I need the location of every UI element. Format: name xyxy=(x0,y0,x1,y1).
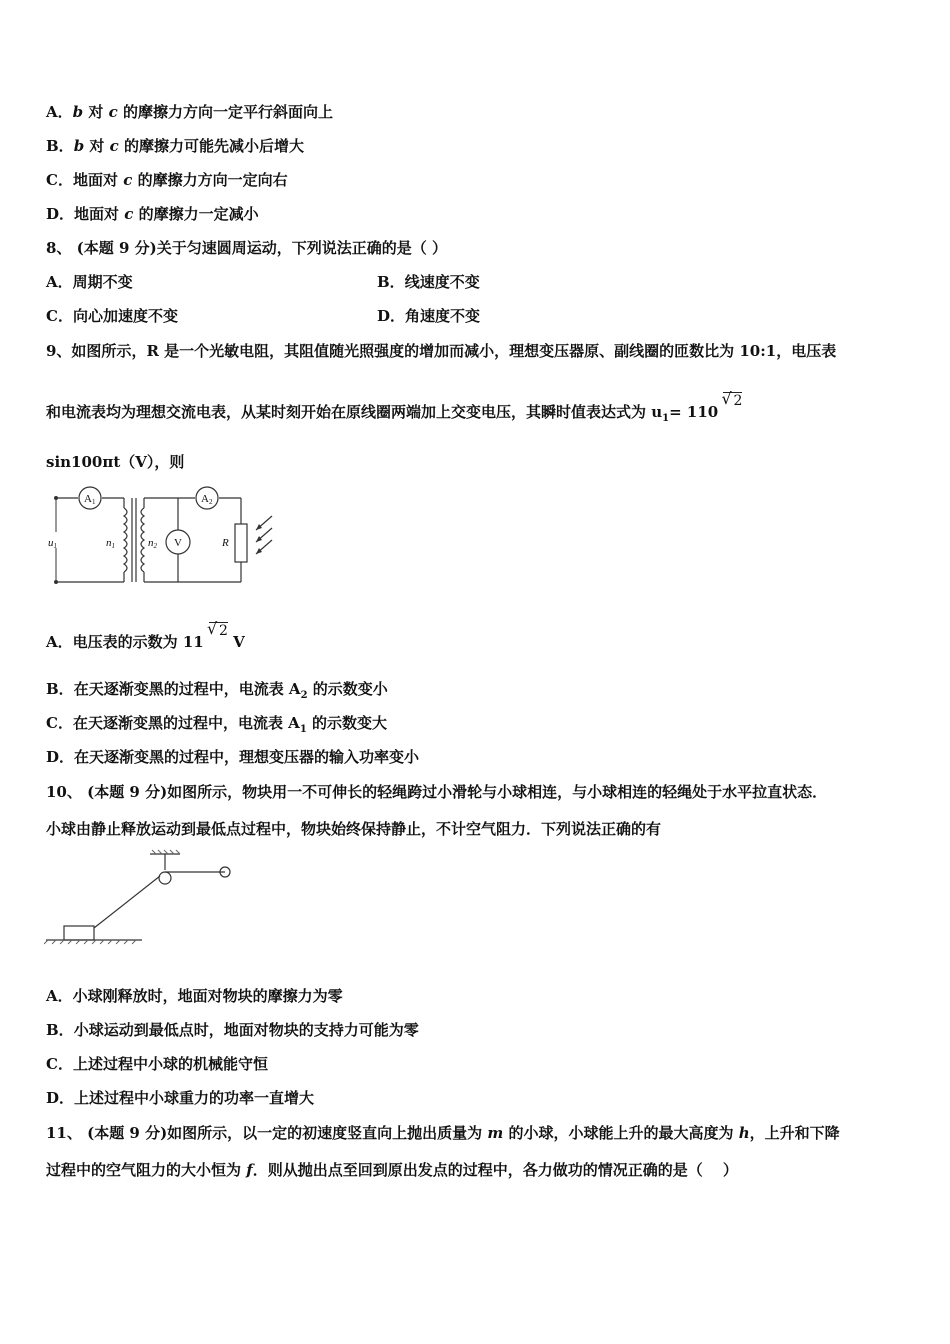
sqrt-symbol: √ 2 xyxy=(723,392,742,409)
q9-circuit-diagram xyxy=(44,486,284,590)
q8-stem: 8、 (本题 9 分)关于匀速圆周运动，下列说法正确的是（ ） xyxy=(46,239,447,257)
q11-stem-line1: 11、 (本题 9 分)如图所示，以一定的初速度竖直向上抛出质量为 m 的小球，小球能上升的最大高度为 h，上升和下降 xyxy=(46,1124,840,1142)
q7-option-d: D．地面对 c 的摩擦力一定减小 xyxy=(46,205,259,223)
q9-stem-line2: 和电流表均为理想交流电表，从某时刻开始在原线圈两端加上交变电压，其瞬时值表达式为 $u_1= 110$ √ 2 xyxy=(46,402,742,429)
q10-option-b: B．小球运动到最低点时，地面对物块的支持力可能为零 xyxy=(46,1021,419,1039)
resistor-label: R xyxy=(222,537,229,549)
q10-pulley-diagram xyxy=(44,848,244,948)
q10-stem-line2: 小球由静止释放运动到最低点过程中，物块始终保持静止，不计空气阻力．下列说法正确的有 xyxy=(46,820,662,838)
ammeter-a2-label: A2 xyxy=(201,493,213,506)
q9-option-c: C．在天逐渐变黑的过程中，电流表 $A_1$ 的示数变大 xyxy=(46,714,388,735)
q7-option-c: C．地面对 c 的摩擦力方向一定向右 xyxy=(46,171,288,189)
n1-label: n1 xyxy=(106,537,115,550)
q8-option-c: C．向心加速度不变 xyxy=(46,307,178,325)
q9-stem-line3: sin100πt（V），则 xyxy=(46,453,185,471)
q7-option-b: B．b 对 c 的摩擦力可能先减小后增大 xyxy=(46,137,305,155)
sqrt-symbol: √ 2 xyxy=(209,622,228,639)
ammeter-a1-label: A1 xyxy=(84,493,96,506)
q9-option-a: A．电压表的示数为 11 √ 2 V xyxy=(46,632,245,652)
q10-option-d: D．上述过程中小球重力的功率一直增大 xyxy=(46,1089,315,1107)
q7-option-a: A．b 对 c 的摩擦力方向一定平行斜面向上 xyxy=(46,103,334,121)
q8-option-d: D．角速度不变 xyxy=(377,307,481,325)
q9-stem-line1: 9、如图所示，R 是一个光敏电阻，其阻值随光照强度的增加而减小，理想变压器原、副线圈的匝数比为 10:1，电压表 xyxy=(46,342,837,360)
q11-stem-line2: 过程中的空气阻力的大小恒为 f．则从抛出点至回到原出发点的过程中，各力做功的情况正确的是（ ） xyxy=(46,1161,738,1179)
voltmeter-label: V xyxy=(174,537,182,549)
q10-stem-line1: 10、 (本题 9 分)如图所示，物块用一不可伸长的轻绳跨过小滑轮与小球相连，与小球相连的轻绳处于水平拉直状态． xyxy=(46,783,828,801)
q8-option-b: B．线速度不变 xyxy=(377,273,480,291)
q10-option-c: C．上述过程中小球的机械能守恒 xyxy=(46,1055,268,1073)
u1-label: u1 xyxy=(48,537,57,550)
q10-option-a: A．小球刚释放时，地面对物块的摩擦力为零 xyxy=(46,987,343,1005)
q9-option-d: D．在天逐渐变黑的过程中，理想变压器的输入功率变小 xyxy=(46,748,420,766)
q8-option-a: A．周期不变 xyxy=(46,273,133,291)
n2-label: n2 xyxy=(148,537,157,550)
q9-option-b: B．在天逐渐变黑的过程中，电流表 $A_2$ 的示数变小 xyxy=(46,680,388,701)
